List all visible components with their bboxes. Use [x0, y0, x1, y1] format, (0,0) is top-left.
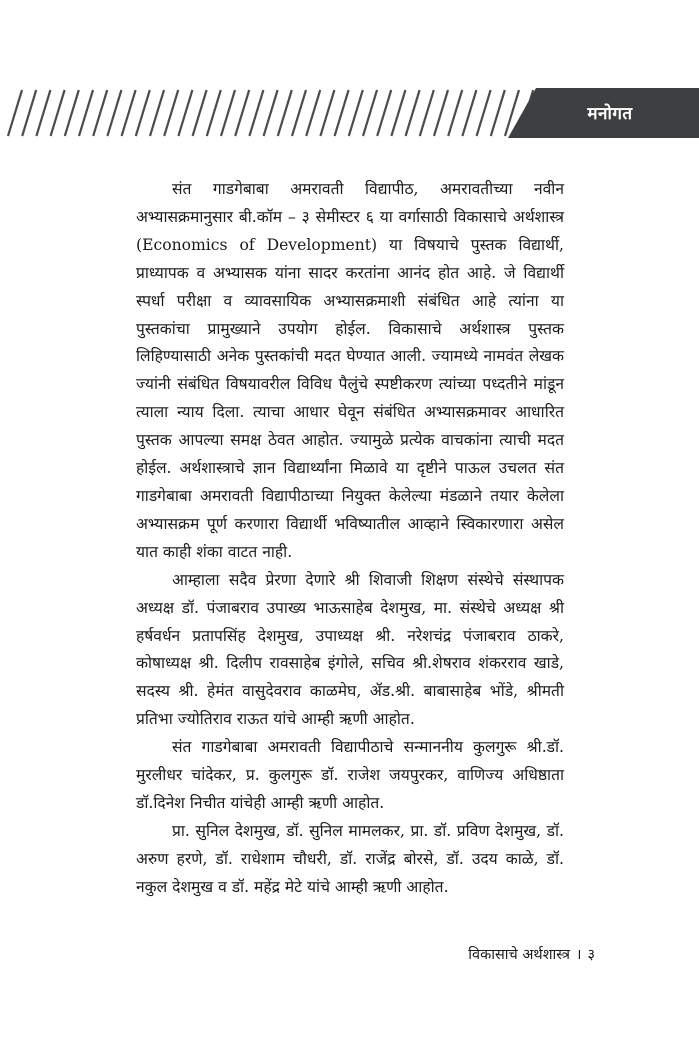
paragraph-intro: संत गाडगेबाबा अमरावती विद्यापीठ, अमरावतीच्या नवीन अभ्यासक्रमानुसार बी.कॉम – ३ सेमीस्टर ६ या वर्गासाठी विकासाचे अर्थशास्त्र (Economics of Development) या विषयाचे पुस्तक विद्यार्थी, प्राध्यापक व अभ्यासक यांना सादर करतांना आनंद होत आहे. जे विद्यार्थी स्पर्धा परीक्षा व व्यावसायिक अभ्यासक्रमाशी संबंधित आहे त्यांना या पुस्तकांचा प्रामुख्याने उपयोग होईल. विकासाचे अर्थशास्त्र पुस्तक लिहिण्यासाठी अनेक पुस्तकांची मदत घेण्यात आली. ज्यामध्ये नामवंत लेखक ज्यांनी संबंधित विषयावरील विविध पैलुंचे स्पष्टीकरण त्यांच्या पध्दतीने मांडून त्याला न्याय दिला. त्याचा आधार घेवून संबंधित अभ्यासक्रमावर आधारित पुस्तक आपल्या समक्ष ठेवत आहोत. ज्यामुळे प्रत्येक वाचकांना त्याची मदत होईल. अर्थशास्त्राचे ज्ञान विद्यार्थ्यांना मिळावे या दृष्टीने पाऊल उचलत संत गाडगेबाबा अमरावती विद्यापीठाच्या नियुक्त केलेल्या मंडळाने तयार केलेला अभ्यासक्रम पूर्ण करणारा विद्यार्थी भविष्यातील आव्हाने स्विकारणारा असेल यात काही शंका वाटत नाही.	[136, 180, 564, 561]
stripe	[79, 90, 93, 136]
stripe	[65, 90, 79, 136]
paragraph-acknowledgement-society: आम्हाला सदैव प्रेरणा देणारे श्री शिवाजी शिक्षण संस्थेचे संस्थापक अध्यक्ष डॉ. पंजाबराव उपाख्य भाऊसाहेब देशमुख, मा. संस्थेचे अध्यक्ष श्री हर्षवर्धन प्रतापसिंह देशमुख, उपाध्यक्ष श्री. नरेशचंद्र पंजाबराव ठाकरे, कोषाध्यक्ष श्री. दिलीप रावसाहेब इंगोले, सचिव श्री.शेषराव शंकरराव खाडे, सदस्य श्री. हेमंत वासुदेवराव काळमेघ, ॲड.श्री. बाबासाहेब भोंडे, श्रीमती प्रतिभा ज्योतिराव राऊत यांचे आम्ही ऋणी आहोत.	[136, 570, 564, 729]
page-footer	[468, 944, 595, 964]
section-title: मनोगत	[587, 104, 633, 124]
stripe	[420, 90, 434, 136]
paragraph-acknowledgement-university: संत गाडगेबाबा अमरावती विद्यापीठाचे सन्माननीय कुलगुरू श्री.डॉ. मुरलीधर चांदेकर, प्र. कुलगुरू डॉ. राजेश जयपुरकर, वाणिज्य अधिष्ठाता डॉ.दिनेश निचीत यांचेही आम्ही ऋणी आहोत.	[136, 738, 564, 812]
stripe	[335, 90, 349, 136]
stripe	[349, 90, 363, 136]
stripe	[391, 90, 405, 136]
stripe	[107, 90, 121, 136]
stripe	[491, 90, 505, 136]
stripe	[320, 90, 334, 136]
footer-book-title: विकासाचे अर्थशास्त्र	[468, 947, 570, 963]
stripe	[164, 90, 178, 136]
stripe	[51, 90, 65, 136]
stripe	[306, 90, 320, 136]
stripe	[448, 90, 462, 136]
stripe	[292, 90, 306, 136]
body-text	[136, 176, 564, 902]
footer-separator: ।	[575, 947, 582, 963]
stripe	[278, 90, 292, 136]
stripe	[178, 90, 192, 136]
paragraph-acknowledgement-colleagues: प्रा. सुनिल देशमुख, डॉ. सुनिल मामलकर, प्रा. डॉ. प्रविण देशमुख, डॉ. अरुण हरणे, डॉ. राधेशाम चौधरी, डॉ. राजेंद्र बोरसे, डॉ. उदय काळे, डॉ. नकुल देशमुख व डॉ. महेंद्र मेटे यांचे आम्ही ऋणी आहोत.	[136, 821, 564, 896]
stripe	[8, 90, 22, 136]
stripe	[434, 90, 448, 136]
stripe	[122, 90, 136, 136]
stripe	[207, 90, 221, 136]
stripe	[93, 90, 107, 136]
stripe	[136, 90, 150, 136]
stripe	[193, 90, 207, 136]
stripe	[150, 90, 164, 136]
stripe	[221, 90, 235, 136]
stripe	[36, 90, 50, 136]
stripe	[462, 90, 476, 136]
stripe	[249, 90, 263, 136]
stripe	[264, 90, 278, 136]
stripe	[235, 90, 249, 136]
stripe	[22, 90, 36, 136]
stripe	[377, 90, 391, 136]
stripe	[406, 90, 420, 136]
page-number: ३	[587, 947, 595, 963]
stripe	[477, 90, 491, 136]
stripe	[363, 90, 377, 136]
